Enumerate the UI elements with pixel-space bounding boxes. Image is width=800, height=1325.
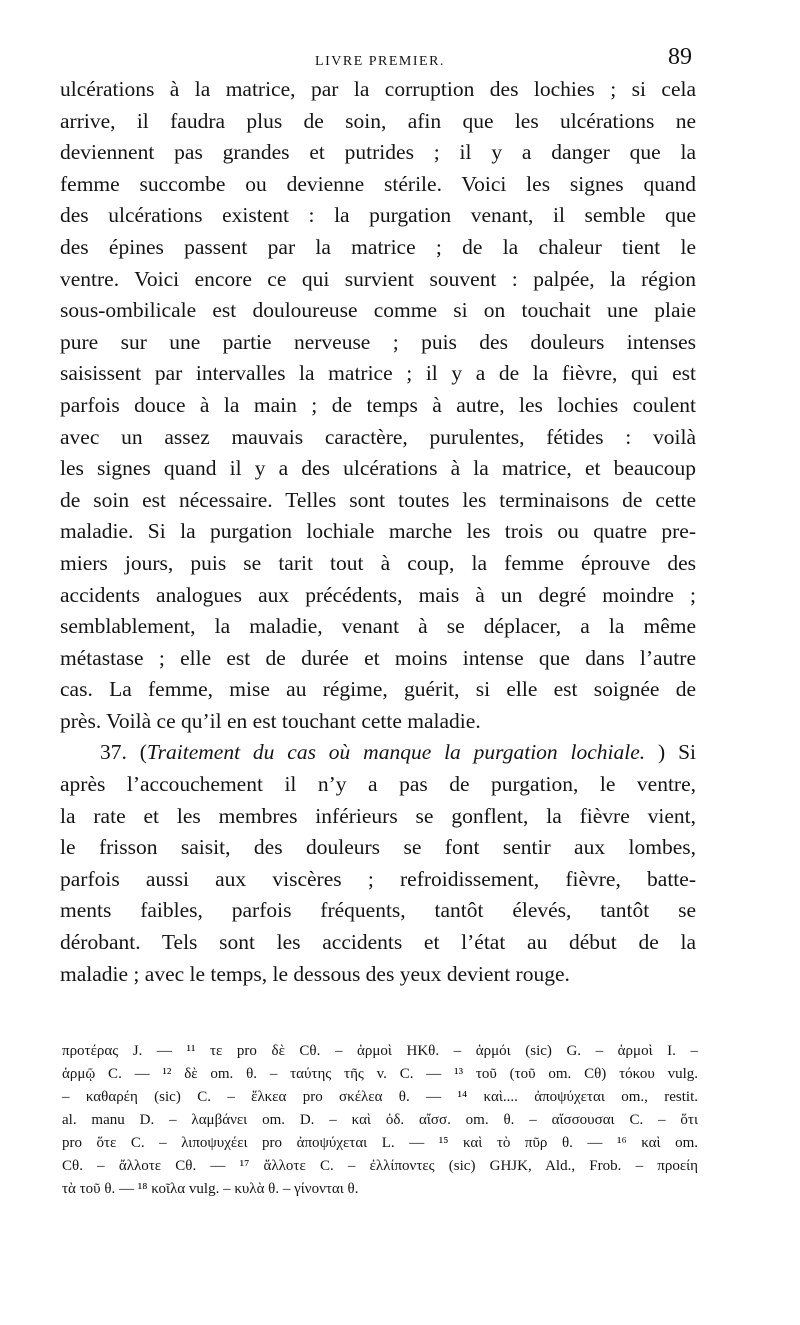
footnote-line: Cθ. – ἄλλοτε Cθ. — ¹⁷ ἄλλοτε C. – ἐλλίποντες (sic) GHJK, Ald., Frob. – προείη (62, 1158, 698, 1174)
page-number: 89 (668, 44, 692, 70)
footnotes (62, 1040, 698, 1201)
body-text (60, 74, 696, 990)
footnote-line: ἁρμῷ C. — ¹² δὲ om. θ. – ταύτης τῆς v. C. — ¹³ τοῦ (τοῦ om. Cθ) τόκου vulg. (62, 1066, 698, 1082)
text-line: des épines passent par la matrice ; de la chaleur tient le (60, 234, 696, 259)
text-line: ventre. Voici encore ce qui survient souvent : palpée, la région (60, 266, 696, 291)
text-line: maladie ; avec le temps, le dessous des yeux devient rouge. (60, 961, 570, 986)
text-line: dérobant. Tels sont les accidents et l’état au début de la (60, 930, 696, 955)
text-line: femme succombe ou devienne stérile. Voici les signes quand (60, 171, 696, 196)
text-line: le frisson saisit, des douleurs se font sentir aux lombes, (60, 835, 696, 860)
text-line: ulcérations à la matrice, par la corruption des lochies ; si cela (60, 77, 696, 101)
running-head (60, 44, 700, 74)
running-title: LIVRE PREMIER. (315, 54, 445, 69)
section-title-close: ) (658, 740, 666, 765)
text-line: cas. La femme, mise au régime, guérit, si elle est soignée de (60, 677, 696, 702)
text-line: deviennent pas grandes et putrides ; il y a danger que la (60, 140, 696, 165)
footnote-line: προτέρας J. — ¹¹ τε pro δὲ Cθ. – ἁρμοὶ HKθ. – ἁρμόι (sic) G. – ἁρμοὶ I. – (62, 1043, 698, 1059)
footnote-line: – καθαρέη (sic) C. – ἕλκεα pro σκέλεα θ. — ¹⁴ καὶ.... ἀποψύχεται om., restit. (62, 1089, 698, 1105)
text-line: près. Voilà ce qu’il en est touchant cette maladie. (60, 708, 481, 733)
text-line: parfois douce à la main ; de temps à autre, les lochies coulent (60, 392, 696, 417)
section-number: 37. (100, 740, 127, 765)
footnote-line: τὰ τοῦ θ. — ¹⁸ κοῖλα vulg. – κυλὰ θ. – γίνονται θ. (62, 1181, 359, 1197)
text-line: ments faibles, parfois fréquents, tantôt élevés, tantôt se (60, 898, 696, 923)
text-line: après l’accouchement il n’y a pas de purgation, le ventre, (60, 772, 696, 797)
section-heading-line (60, 737, 696, 769)
text-line: semblablement, la maladie, venant à se déplacer, a la même (60, 614, 696, 639)
text-line: avec un assez mauvais caractère, purulentes, fétides : voilà (60, 424, 696, 449)
text-line: des ulcérations existent : la purgation venant, il semble que (60, 203, 696, 228)
text-line: arrive, il faudra plus de soin, afin que les ulcérations ne (60, 108, 696, 133)
text-line: de soin est nécessaire. Telles sont toutes les terminaisons de cette (60, 487, 696, 512)
text-line: saisissent par intervalles la matrice ; il y a de la fièvre, qui est (60, 361, 696, 386)
text-line: les signes quand il y a des ulcérations à la matrice, et beaucoup (60, 456, 696, 481)
text-line: sous-ombilicale est douloureuse comme si on touchait une plaie (60, 298, 696, 323)
text-line: parfois aussi aux viscères ; refroidissement, fièvre, batte- (60, 866, 696, 891)
footnote-line: pro ὅτε C. – λιποψυχέει pro ἀποψύχεται L. — ¹⁵ καὶ τὸ πῦρ θ. — ¹⁶ καὶ om. (62, 1135, 698, 1151)
footnote-line: al. manu D. – λαμβάνει om. D. – καὶ ὀδ. αἴσσ. om. θ. – αἴσσουσαι C. – ὅτι (62, 1112, 698, 1128)
section-title-open: ( (139, 740, 147, 765)
text-line: accidents analogues aux précédents, mais à un degré moindre ; (60, 582, 696, 607)
section-title: Traitement du cas où manque la purgation lochiale. (146, 740, 646, 765)
text-line: pure sur une partie nerveuse ; puis des douleurs intenses (60, 329, 696, 354)
text-line: métastase ; elle est de durée et moins intense que dans l’autre (60, 645, 696, 670)
text-line: maladie. Si la purgation lochiale marche les trois ou quatre pre- (60, 519, 696, 544)
text-line: la rate et les membres inférieurs se gonflent, la fièvre vient, (60, 803, 696, 828)
section-first-word: Si (678, 740, 696, 765)
text-line: miers jours, puis se tarit tout à coup, la femme éprouve des (60, 550, 696, 575)
